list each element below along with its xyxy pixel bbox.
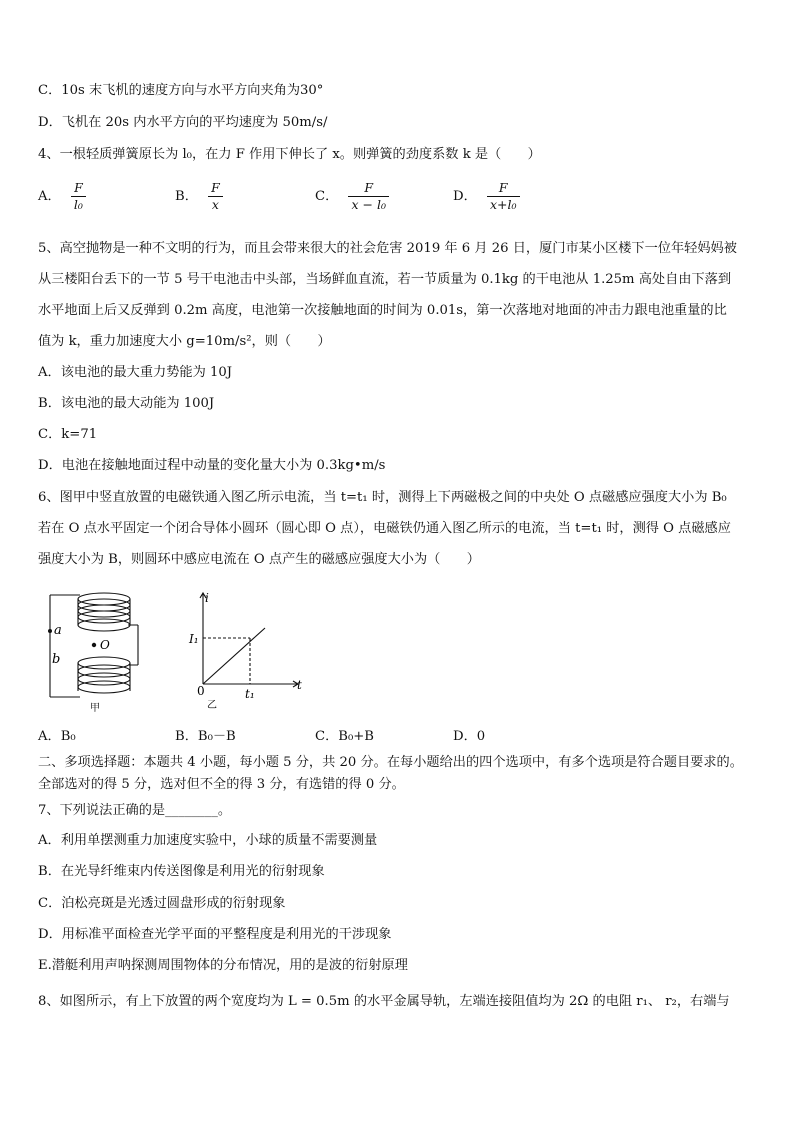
q7-option-c: C．泊松亮斑是光透过圆盘形成的衍射现象 [38,896,286,911]
fraction-a: $\frac{F}{\text{l₀}}$ [71,180,86,213]
q6-option-b: B．B₀－B [175,729,236,744]
label-i1: I₁ [189,632,199,646]
q7-stem: 7、下列说法正确的是________。 [38,803,232,818]
q7-option-a: A．利用单摆测重力加速度实验中，小球的质量不需要测量 [38,833,378,848]
q5-option-c: C．k=71 [38,427,98,442]
q4-option-c: C． $\frac{F}{\text{x − l₀}}$ [315,180,389,213]
q6-option-c: C．B₀+B [315,729,374,744]
label-zero: 0 [197,684,205,698]
fraction-c: $\frac{F}{\text{x − l₀}}$ [348,180,388,213]
q6-stem-1: 6、图甲中竖直放置的电磁铁通入图乙所示电流，当 t=t₁ 时，测得上下两磁极之间的中央处 O 点磁感应强度大小为 B₀ [38,490,727,505]
q5-stem-4: 值为 k，重力加速度大小 g=10m/s²，则（ ） [38,334,331,349]
section2-heading-2: 全部选对的得 5 分，选对但不全的得 3 分，有选错的得 0 分。 [38,777,405,792]
q4-option-d: D． $\frac{F}{\text{x+l₀}}$ [453,180,520,213]
q8-stem: 8、如图所示，有上下放置的两个宽度均为 L = 0.5m 的水平金属导轨，左端连接阻值均为 2Ω 的电阻 r₁、 r₂，右端与 [38,994,730,1009]
q3-option-d: D．飞机在 20s 内水平方向的平均速度为 50m/s/ [38,115,328,130]
q5-stem-1: 5、高空抛物是一种不文明的行为，而且会带来很大的社会危害 2019 年 6 月 26 日，厦门市某小区楼下一位年轻妈妈被 [38,241,737,256]
q5-stem-3: 水平地面上后又反弹到 0.2m 高度，电池第一次接触地面的时间为 0.01s，第一次落地对地面的冲击力跟电池重量的比 [38,303,727,318]
q4-stem: 4、一根轻质弹簧原长为 l₀，在力 F 作用下伸长了 x。则弹簧的劲度系数 k 是（ ） [38,147,541,162]
label-o: O [100,638,110,652]
section2-heading-1: 二、多项选择题：本题共 4 小题，每小题 5 分，共 20 分。在每小题给出的四个选项中，有多个选项是符合题目要求的。 [38,755,743,770]
figure-current-graph [185,588,310,713]
fraction-b: $\frac{F}{x}$ [208,180,223,213]
q6-stem-3: 强度大小为 B，则圆环中感应电流在 O 点产生的磁感应强度大小为（ ） [38,552,480,567]
fraction-d: $\frac{F}{\text{x+l₀}}$ [487,180,520,213]
q6-option-d: D．0 [453,729,486,744]
q5-option-b: B．该电池的最大动能为 100J [38,396,215,411]
label-b: b [52,652,61,667]
q6-option-a: A．B₀ [38,729,76,744]
q4-option-b: B． $\frac{F}{x}$ [175,180,223,213]
label-yi: 乙 [207,700,217,711]
q5-option-a: A．该电池的最大重力势能为 10J [38,365,233,380]
q7-option-b: B．在光导纤维束内传送图像是利用光的衍射现象 [38,864,325,879]
q5-option-d: D．电池在接触地面过程中动量的变化量大小为 0.3kg•m/s [38,458,386,473]
q3-option-c: C．10s 末飞机的速度方向与水平方向夹角为30° [38,83,324,98]
axis-t: t [297,678,302,692]
q7-option-e: E.潜艇利用声呐探测周围物体的分布情况，用的是波的衍射原理 [38,958,408,973]
q7-option-d: D．用标准平面检查光学平面的平整程度是利用光的干涉现象 [38,927,392,942]
label-a: a [54,623,62,638]
q5-stem-2: 从三楼阳台丢下的一节 5 号干电池击中头部，当场鲜血直流，若一节质量为 0.1kg 的干电池从 1.25m 高处自由下落到 [38,272,732,287]
q6-stem-2: 若在 O 点水平固定一个闭合导体小圆环（圆心即 O 点），电磁铁仍通入图乙所示的电流，当 t=t₁ 时，测得 O 点磁感应 [38,521,731,536]
label-jia: 甲 [90,703,100,714]
axis-i: i [205,591,209,605]
q4-option-a: A． $\frac{F}{\text{l₀}}$ [38,180,86,213]
figure-electromagnet [38,585,178,715]
label-t1: t₁ [245,687,255,701]
